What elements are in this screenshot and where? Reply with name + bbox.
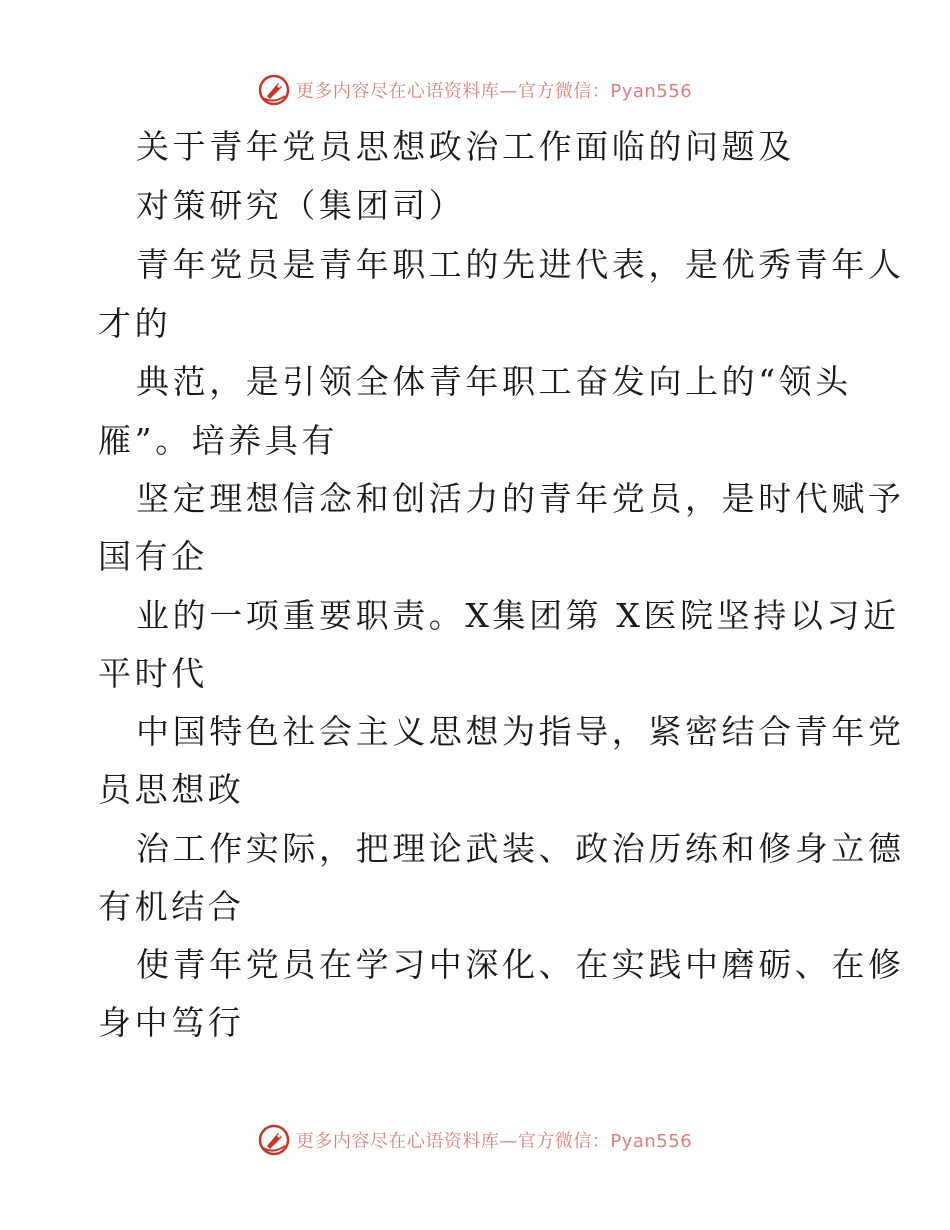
paragraph-line: 中国特色社会主义思想为指导，紧密结合青年党	[136, 712, 905, 751]
document-title-line: 关于青年党员思想政治工作面临的问题及	[136, 127, 795, 166]
paragraph-line: 才的	[98, 304, 172, 343]
footer-banner-text: 更多内容尽在心语资料库—官方微信：Pyan556	[295, 1131, 693, 1152]
header-banner-text: 更多内容尽在心语资料库—官方微信：Pyan556	[295, 81, 693, 102]
paragraph-line: 使青年党员在学习中深化、在实践中磨砺、在修	[136, 945, 905, 984]
pen-nib-logo-icon	[258, 1124, 290, 1156]
paragraph-line: 坚定理想信念和创活力的青年党员，是时代赋予	[136, 479, 905, 518]
paragraph-line: 国有企	[98, 537, 208, 576]
paragraph-line: 员思想政	[98, 770, 245, 809]
paragraph-line: 身中笃行	[98, 1003, 245, 1042]
paragraph-line: 青年党员是青年职工的先进代表，是优秀青年人	[136, 245, 905, 284]
paragraph-line: 雁”。培养具有	[98, 421, 339, 460]
paragraph-line: 平时代	[98, 654, 208, 693]
paragraph-line: 业的一项重要职责。X集团第 X医院坚持以习近	[136, 596, 900, 635]
footer-banner	[0, 1120, 950, 1160]
document-title-line: 对策研究（集团司）	[136, 186, 466, 225]
paragraph-line: 典范，是引领全体青年职工奋发向上的“领头	[136, 362, 852, 401]
paragraph-line: 有机结合	[98, 887, 245, 926]
paragraph-line: 治工作实际，把理论武装、政治历练和修身立德	[136, 829, 905, 868]
